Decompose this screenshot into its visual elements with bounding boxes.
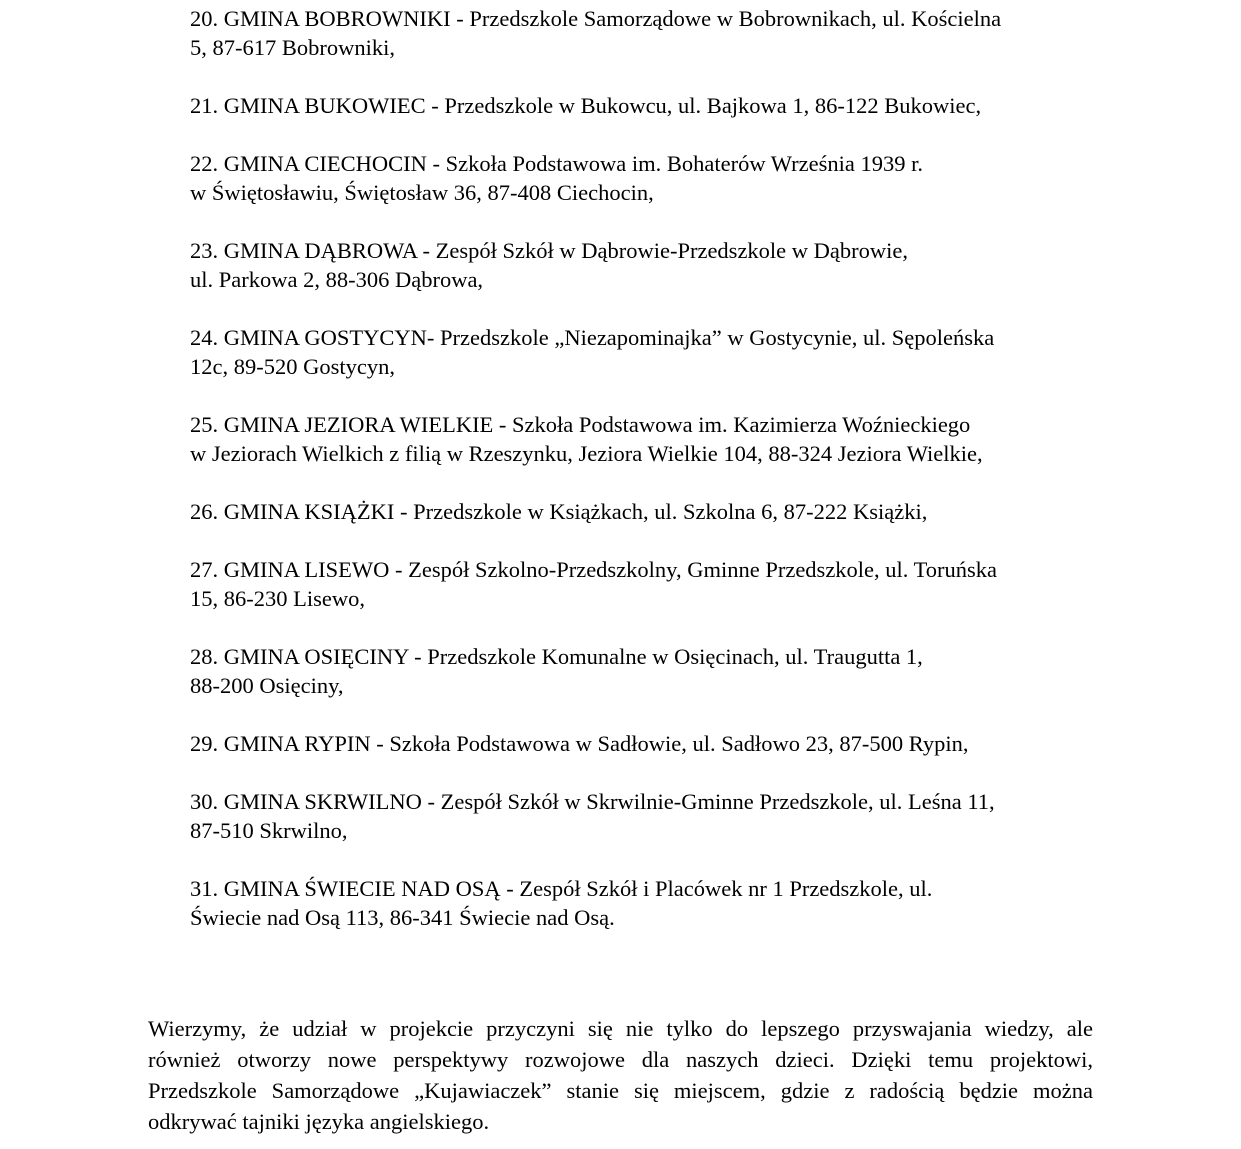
list-item-line: w Jeziorach Wielkich z filią w Rzeszynku, Jeziora Wielkie 104, 88-324 Jeziora Wielkie, <box>190 441 983 466</box>
list-item-line: 27. GMINA LISEWO - Zespół Szkolno-Przedszkolny, Gminne Przedszkole, ul. Toruńska <box>190 557 998 582</box>
list-item-line: 20. GMINA BOBROWNIKI - Przedszkole Samorządowe w Bobrownikach, ul. Kościelna <box>190 6 1002 31</box>
list-item <box>190 323 1110 381</box>
list-item-line: Świecie nad Osą 113, 86-341 Świecie nad Osą. <box>190 905 615 930</box>
list-item <box>190 729 1110 758</box>
list-item-line: 26. GMINA KSIĄŻKI - Przedszkole w Książkach, ul. Szkolna 6, 87-222 Książki, <box>190 499 928 524</box>
list-item <box>190 787 1110 845</box>
list-item-line: 25. GMINA JEZIORA WIELKIE - Szkoła Podstawowa im. Kazimierza Woźnieckiego <box>190 412 971 437</box>
list-item-line: 31. GMINA ŚWIECIE NAD OSĄ - Zespół Szkół i Placówek nr 1 Przedszkole, ul. <box>190 876 933 901</box>
list-item-line: 15, 86-230 Lisewo, <box>190 586 365 611</box>
list-item-line: 23. GMINA DĄBROWA - Zespół Szkół w Dąbrowie-Przedszkole w Dąbrowie, <box>190 238 909 263</box>
list-item-line: 12c, 89-520 Gostycyn, <box>190 354 395 379</box>
list-item <box>190 497 1110 526</box>
closing-paragraph <box>148 1013 1093 1137</box>
list-item-line: 29. GMINA RYPIN - Szkoła Podstawowa w Sadłowie, ul. Sadłowo 23, 87-500 Rypin, <box>190 731 969 756</box>
list-item-line: 5, 87-617 Bobrowniki, <box>190 35 395 60</box>
list-item <box>190 236 1110 294</box>
list-item-line: 22. GMINA CIECHOCIN - Szkoła Podstawowa im. Bohaterów Września 1939 r. <box>190 151 923 176</box>
list-item-line: 87-510 Skrwilno, <box>190 818 348 843</box>
list-item-line: 88-200 Osięciny, <box>190 673 344 698</box>
list-item-line: 28. GMINA OSIĘCINY - Przedszkole Komunalne w Osięcinach, ul. Traugutta 1, <box>190 644 923 669</box>
list-item-line: 21. GMINA BUKOWIEC - Przedszkole w Bukowcu, ul. Bajkowa 1, 86-122 Bukowiec, <box>190 93 982 118</box>
paragraph-line: Wierzymy, że udział w projekcie przyczyni się nie tylko do lepszego przyswajania wiedzy, ale <box>148 1016 1093 1041</box>
list-item-line: 24. GMINA GOSTYCYN- Przedszkole „Niezapominajka” w Gostycynie, ul. Sępoleńska <box>190 325 995 350</box>
list-item-line: 30. GMINA SKRWILNO - Zespół Szkół w Skrwilnie-Gminne Przedszkole, ul. Leśna 11, <box>190 789 995 814</box>
list-item <box>190 555 1110 613</box>
list-item <box>190 642 1110 700</box>
paragraph-line: również otworzy nowe perspektywy rozwojowe dla naszych dzieci. Dzięki temu projektowi, <box>148 1047 1093 1072</box>
paragraph-line: odkrywać tajniki języka angielskiego. <box>148 1109 490 1134</box>
list-item <box>190 410 1110 468</box>
list-item <box>190 4 1110 62</box>
list-item-line: w Świętosławiu, Świętosław 36, 87-408 Ciechocin, <box>190 180 654 205</box>
list-item <box>190 149 1110 207</box>
paragraph-line: Przedszkole Samorządowe „Kujawiaczek” stanie się miejscem, gdzie z radością będzie można <box>148 1078 1093 1103</box>
gmina-list <box>190 4 1110 961</box>
list-item <box>190 874 1110 932</box>
list-item-line: ul. Parkowa 2, 88-306 Dąbrowa, <box>190 267 484 292</box>
list-item <box>190 91 1110 120</box>
